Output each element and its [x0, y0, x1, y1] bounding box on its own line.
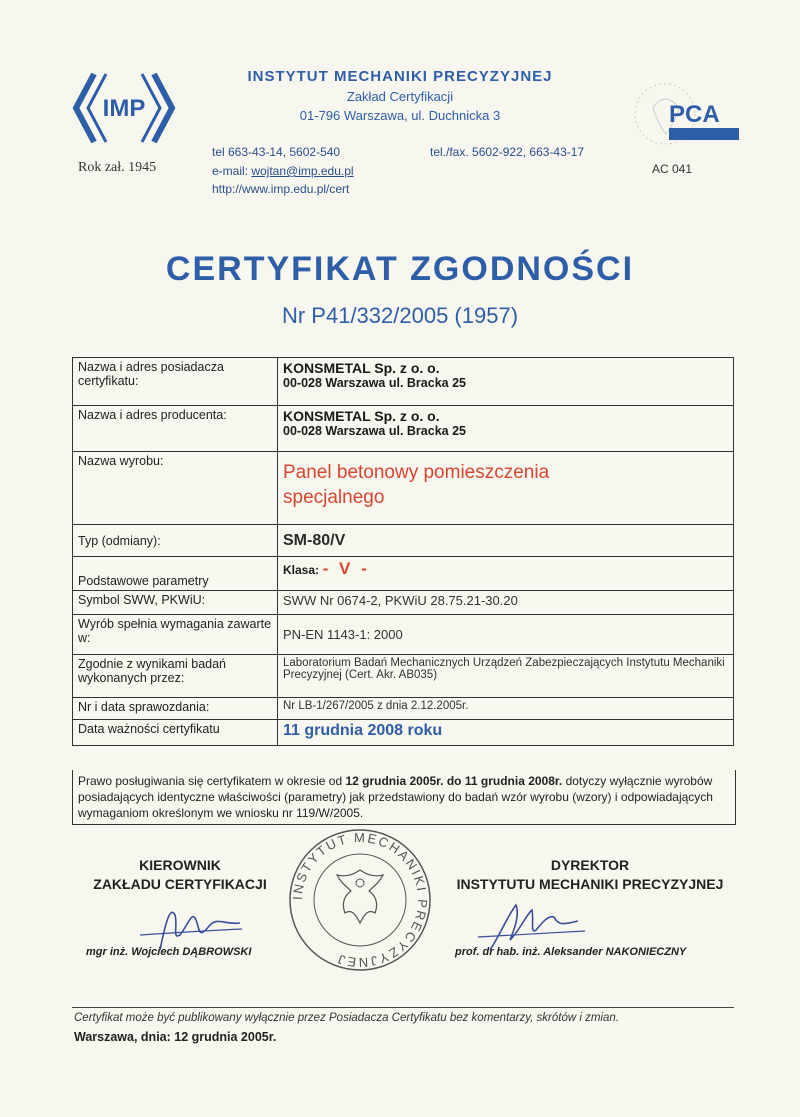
phone: tel 663-43-14, 5602-540	[212, 145, 341, 159]
validity-value: 11 grudnia 2008 roku	[283, 722, 443, 739]
symbol-label: Symbol SWW, PKWiU:	[73, 591, 278, 615]
params-label: Podstawowe parametry	[73, 557, 278, 591]
table-row	[73, 698, 734, 720]
terms-text-2: do	[443, 774, 465, 788]
report-value: Nr LB-1/267/2005 z dnia 2.12.2005r.	[278, 698, 734, 720]
terms-of-use	[72, 770, 736, 825]
table-row	[73, 557, 734, 591]
table-row	[73, 655, 734, 698]
type-label: Typ (odmiany):	[73, 525, 278, 557]
fax: tel./fax. 5602-922, 663-43-17	[430, 145, 585, 159]
producer-name: KONSMETAL Sp. z o. o.	[283, 408, 440, 424]
left-signatory-name: mgr inż. Wojciech DĄBROWSKI	[86, 946, 252, 958]
klasa-value: - V -	[322, 559, 370, 578]
terms-text-3: dotyczy wyłącznie wyrobów posiadających identyczne właściwości (parametry) jak przedstawiony do badań wzór wyrobu (wzory) i odpowiadających wymaganiom określonym we wniosku nr 119/W/2005.	[78, 774, 713, 820]
right-signatory-title-1: DYREKTOR	[550, 857, 630, 873]
product-label: Nazwa wyrobu:	[73, 452, 278, 525]
producer-cell	[278, 406, 734, 452]
certificate-number: Nr P41/332/2005 (1957)	[281, 303, 519, 328]
right-signatory-title-2: INSTYTUTU MECHANIKI PRECYZYJNEJ	[456, 876, 724, 892]
table-row	[73, 720, 734, 746]
table-row	[73, 406, 734, 452]
results-label: Zgodnie z wynikami badań wykonanych przez:	[73, 655, 278, 698]
website-link[interactable]: http://www.imp.edu.pl/cert	[212, 182, 350, 196]
results-value: Laboratorium Badań Mechanicznych Urządzeń Zabezpieczających Instytutu Mechaniki Precyzyjnej (Cert. Akr. AB035)	[278, 655, 734, 698]
validity-label: Data ważności certyfikatu	[73, 720, 278, 746]
holder-name: KONSMETAL Sp. z o. o.	[283, 360, 440, 376]
requirements-label: Wyrób spełnia wymagania zawarte w:	[73, 615, 278, 655]
certificate-table	[72, 357, 734, 746]
producer-address: 00-028 Warszawa ul. Bracka 25	[283, 424, 466, 438]
institute-name: INSTYTUT MECHANIKI PRECYZYJNEJ	[247, 68, 553, 85]
email-link[interactable]: wojtan@imp.edu.pl	[251, 164, 354, 178]
institute-address: 01-796 Warszawa, ul. Duchnicka 3	[299, 108, 501, 123]
footer-divider	[72, 1007, 734, 1008]
email-prefix: e-mail:	[212, 164, 252, 178]
validity-cell	[278, 720, 734, 746]
pca-logo	[625, 78, 745, 158]
symbol-value: SWW Nr 0674-2, PKWiU 28.75.21-30.20	[278, 591, 734, 615]
terms-text-1: Prawo posługiwania się certyfikatem w okresie od	[78, 774, 346, 788]
product-name: Panel betonowy pomieszczenia specjalnego	[283, 462, 550, 508]
left-signatory-title-2: ZAKŁADU CERTYFIKACJI	[93, 876, 267, 892]
params-cell	[278, 557, 734, 591]
certificate-title: CERTYFIKAT ZGODNOŚCI	[165, 250, 635, 288]
official-seal	[285, 825, 435, 975]
table-row	[73, 358, 734, 406]
klasa-label: Klasa:	[283, 563, 320, 577]
type-value: SM-80/V	[283, 531, 346, 549]
place-and-date: Warszawa, dnia: 12 grudnia 2005r.	[74, 1030, 277, 1044]
table-row	[73, 452, 734, 525]
terms-date-to: 11 grudnia 2008r.	[464, 774, 563, 788]
holder-address: 00-028 Warszawa ul. Bracka 25	[283, 376, 466, 390]
right-signatory-name: prof. dr hab. inż. Aleksander NAKONIECZNY	[455, 946, 687, 958]
requirements-value: PN-EN 1143-1: 2000	[278, 615, 734, 655]
publication-note: Certyfikat może być publikowany wyłącznie przez Posiadacza Certyfikatu bez komentarzy, skrótów i zmian.	[74, 1012, 619, 1024]
pca-text: PCA	[669, 101, 720, 128]
holder-cell	[278, 358, 734, 406]
table-row	[73, 525, 734, 557]
report-label: Nr i data sprawozdania:	[73, 698, 278, 720]
accreditation-number: AC 041	[652, 162, 693, 176]
left-signatory-title-1: KIEROWNIK	[139, 857, 221, 873]
product-cell	[278, 452, 734, 525]
table-row	[73, 615, 734, 655]
type-cell	[278, 525, 734, 557]
seal-text: INSTYTUT MECHANIKI PRECYZYJNEJ	[289, 829, 431, 971]
terms-date-from: 12 grudnia 2005r.	[345, 774, 444, 788]
producer-label: Nazwa i adres producenta:	[73, 406, 278, 452]
logo-text: IMP	[102, 95, 146, 122]
table-row	[73, 591, 734, 615]
founded-year: Rok zał. 1945	[78, 160, 157, 175]
email-line	[212, 164, 354, 178]
imp-logo	[72, 68, 176, 148]
department-name: Zakład Certyfikacji	[346, 89, 454, 104]
holder-label: Nazwa i adres posiadacza certyfikatu:	[73, 358, 278, 406]
